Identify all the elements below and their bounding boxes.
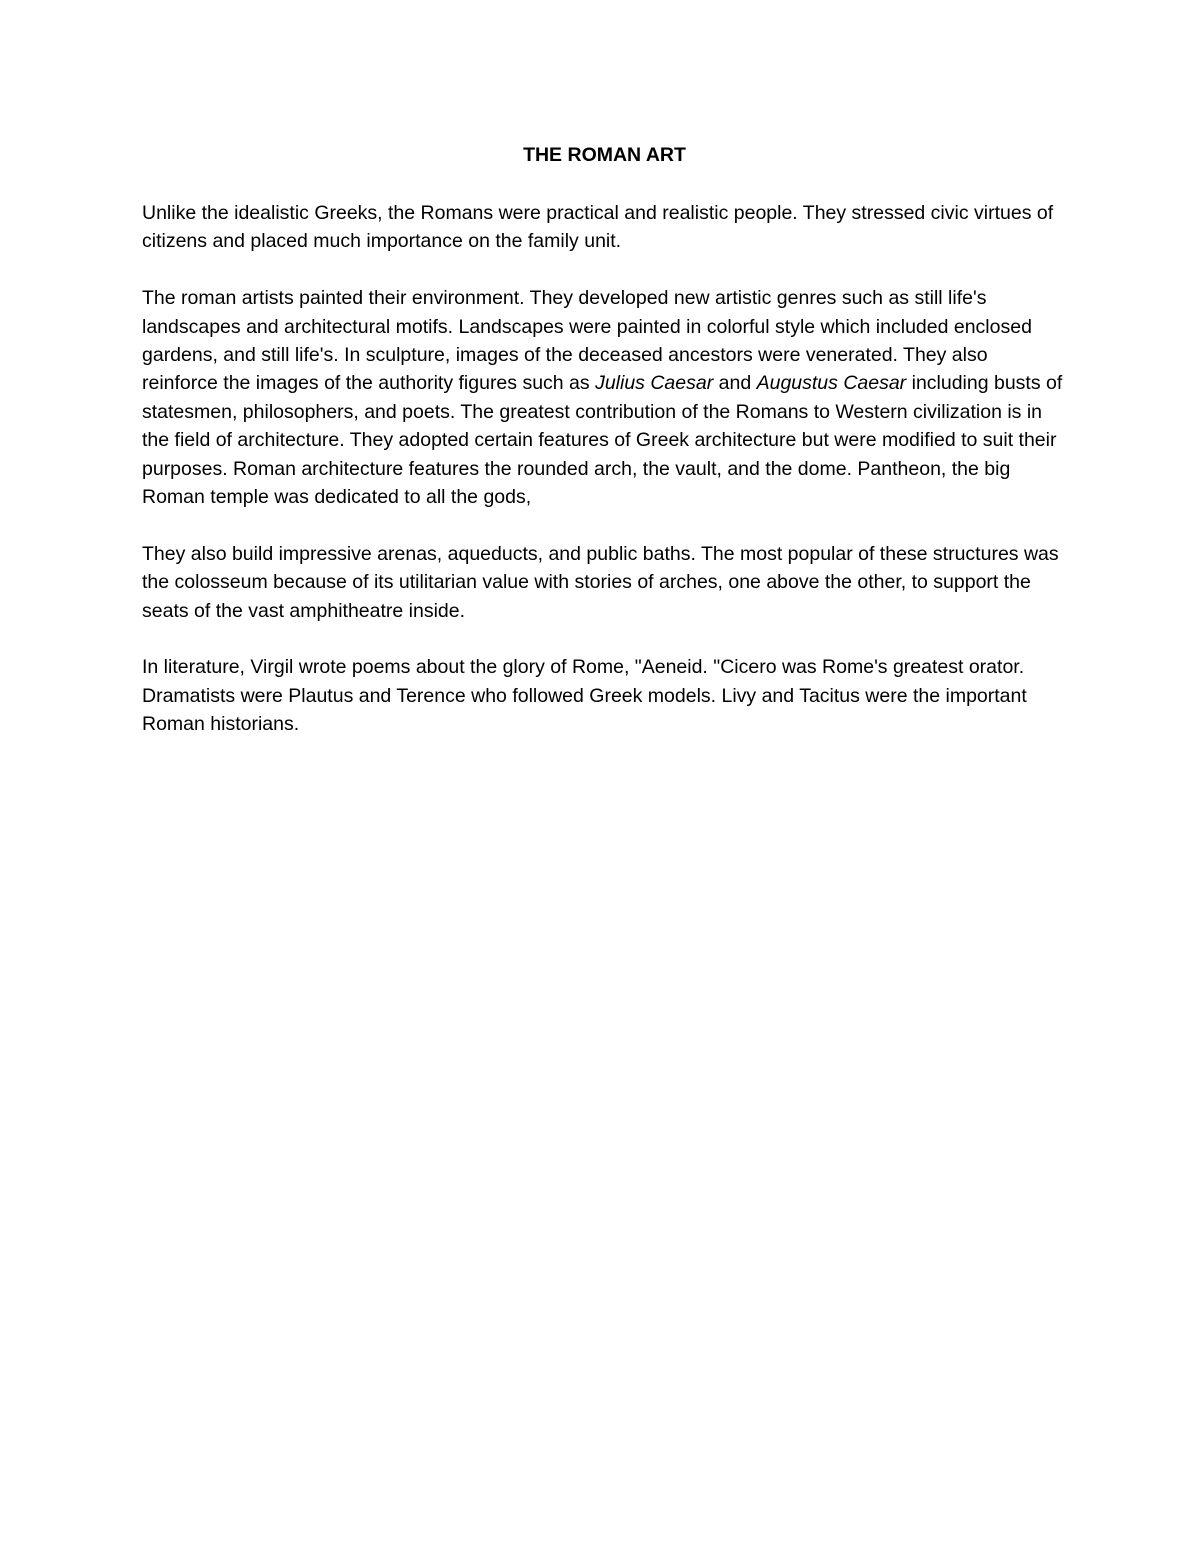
augustus-caesar-italic: Augustus Caesar: [756, 372, 907, 395]
paragraph-literature: In literature, Virgil wrote poems about the glory of Rome, "Aeneid. "Cicero was Rome's greatest orator. Dramatists were Plautus and Terence who followed Greek models. Livy and Tacitus were the important Roman historians.: [142, 656, 1027, 736]
document-body: [142, 141, 1067, 767]
paragraph-intro: Unlike the idealistic Greeks, the Romans were practical and realistic people. They stressed civic virtues of citizens and placed much importance on the family unit.: [142, 202, 1054, 253]
paragraph-art-text-2: and: [713, 372, 757, 395]
paragraph-art: [142, 284, 1067, 511]
paragraph-art-text-3: including busts of statesmen, philosophers, and poets. The greatest contribution of the Romans to Western civilization is in the field of architecture. They adopted certain features of Greek architecture but were modified to suit their purposes. Roman architecture features the rounded arch, the vault, and the dome. Pantheon, the big Roman temple was dedicated to all the gods,: [142, 372, 1063, 509]
paragraph-art-text-1: The roman artists painted their environment. They developed new artistic genres such as still life's landscapes and architectural motifs. Landscapes were painted in colorful style which included enclosed gardens, and still life's. In sculpture, images of the deceased ancestors were venerated. They also reinforce the images of the authority figures such as: [142, 287, 1032, 395]
document-title: THE ROMAN ART: [523, 144, 686, 166]
julius-caesar-italic: Julius Caesar: [595, 372, 714, 395]
paragraph-structures: They also build impressive arenas, aqueducts, and public baths. The most popular of these structures was the colosseum because of its utilitarian value with stories of arches, one above the other, to support the seats of the vast amphitheatre inside.: [142, 542, 1059, 622]
